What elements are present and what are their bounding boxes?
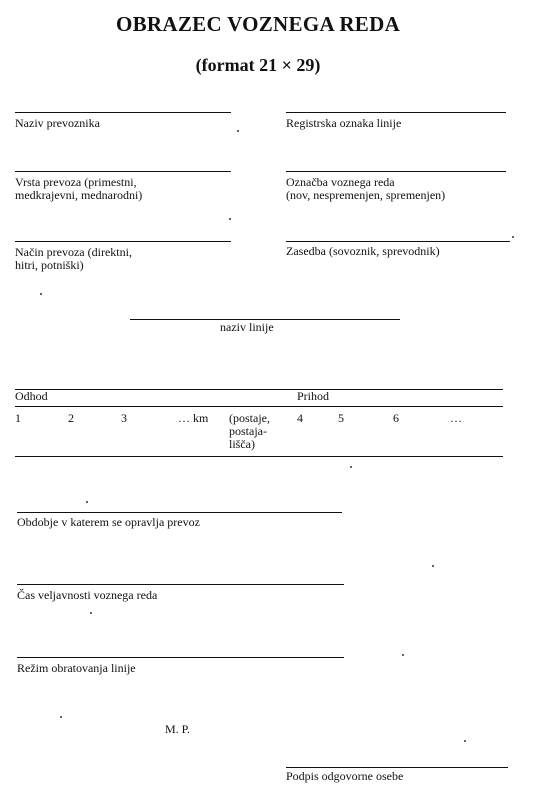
scan-speck [86,501,88,503]
schedule-label: Režim obratovanja linije [17,661,136,675]
signature-line [286,767,508,768]
scan-speck [90,612,92,614]
column-km: … km [178,411,209,425]
column-stations: (postaje, postaja- lišča) [229,411,270,451]
timetable-mark-label: Označba voznega reda (nov, nespremenjen, spremenjen) [286,175,446,202]
column-1: 1 [15,411,21,425]
column-4: 4 [297,411,303,425]
scan-speck [464,740,466,742]
scan-speck [432,565,434,567]
period-line [17,512,342,513]
form-subtitle: (format 21 × 29) [195,55,321,75]
validity-label: Čas veljavnosti voznega reda [17,588,158,602]
scan-speck [512,236,514,238]
scan-speck [237,130,239,132]
timetable-mark-line [286,171,506,172]
signature-label: Podpis odgovorne osebe [286,769,404,783]
column-ellipsis: … [450,411,462,425]
column-3: 3 [121,411,127,425]
carrier-name-line [15,112,231,113]
table-top-rule [15,389,503,390]
table-header-rule [15,406,503,407]
carrier-name-label: Naziv prevoznika [15,116,100,130]
line-name-label: naziv linije [220,320,274,334]
period-label: Obdobje v katerem se opravlja prevoz [17,515,200,529]
crew-label: Zasedba (sovoznik, sprevodnik) [286,244,440,258]
column-5: 5 [338,411,344,425]
registration-mark-line [286,112,506,113]
departure-header: Odhod [15,389,48,403]
scan-speck [40,293,42,295]
scan-speck [229,218,231,220]
validity-line [17,584,344,585]
arrival-header: Prihod [297,389,330,403]
scan-speck [60,716,62,718]
stamp-placeholder: M. P. [165,722,191,736]
registration-mark-label: Registrska oznaka linije [286,116,402,130]
scan-speck [350,466,352,468]
schedule-line [17,657,344,658]
form-title: OBRAZEC VOZNEGA REDA [115,12,401,36]
table-bottom-rule [15,456,503,457]
transport-method-label: Način prevoza (direktni, hitri, potniški) [15,245,132,272]
crew-line [286,241,510,242]
column-6: 6 [393,411,399,425]
transport-method-line [15,241,231,242]
transport-type-line [15,171,231,172]
column-2: 2 [68,411,74,425]
transport-type-label: Vrsta prevoza (primestni, medkrajevni, mednarodni) [15,175,143,202]
scan-speck [402,654,404,656]
